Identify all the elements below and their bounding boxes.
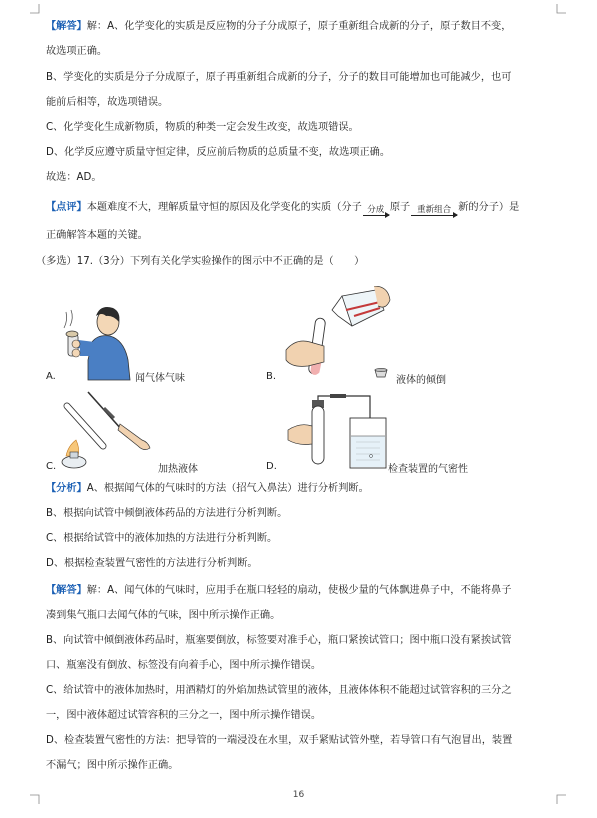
crop-mark-bottom-right [556, 794, 566, 804]
arrow-recombine: 重新组合 [411, 206, 457, 216]
analysis-line-1: 【分析】A、根据闻气体的气味时的方法（招气入鼻法）进行分析判断。 [46, 483, 369, 494]
answer1-line-1: 【解答】解：A、化学变化的实质是反应物的分子分成原子，原子重新组合成新的分子，原子数目不变， [46, 21, 512, 32]
arrow-split: 分成 [363, 206, 389, 216]
option-d-caption: 检查装置的气密性 [388, 464, 468, 475]
answer1-line-2: 故选项正确。 [46, 46, 108, 57]
option-d-letter: D. [266, 461, 277, 472]
option-b-letter: B. [266, 371, 277, 382]
option-b-caption: 液体的倾倒 [396, 375, 446, 386]
analysis-line-4: D、根据检查装置气密性的方法进行分析判断。 [46, 558, 258, 569]
heating-liquid-figure [58, 390, 158, 472]
option-c-caption: 加热液体 [158, 464, 198, 475]
crop-mark-top-right [556, 4, 566, 14]
comment-line-1: 【点评】本题难度不大，理解质量守恒的原因及化学变化的实质（分子 分成 原子 重新组合 新的分子）是 [46, 202, 520, 215]
answer2-line-3: B、向试管中倾倒液体药品时，瓶塞要倒放，标签要对准手心，瓶口紧挨试管口；图中瓶口没有紧挨试管 [46, 635, 512, 646]
comment-line-2: 正确解答本题的关键。 [46, 230, 148, 241]
question-17: （多选）17.（3分）下列有关化学实验操作的图示中不正确的是（ ） [36, 256, 365, 267]
airtightness-check-figure [286, 394, 388, 472]
answer2-line-5: C、给试管中的液体加热时，用酒精灯的外焰加热试管里的液体，且液体体积不能超过试管容积的三分之 [46, 685, 512, 696]
crop-mark-bottom-left [30, 794, 40, 804]
answer1-line-6: D、化学反应遵守质量守恒定律，反应前后物质的总质量不变，故选项正确。 [46, 147, 391, 158]
answer1-line-7: 故选：AD。 [46, 172, 102, 183]
answer2-line-4: 口、瓶塞没有倒放、标签没有向着手心，图中所示操作错误。 [46, 660, 322, 671]
comment-tag: 【点评】 [46, 202, 87, 213]
answer-tag: 【解答】 [46, 21, 87, 32]
stopper-icon [374, 367, 388, 379]
answer2-line-7: D、检查装置气密性的方法：把导管的一端浸没在水里，双手紧贴试管外壁，若导管口有气泡冒出，装置 [46, 735, 513, 746]
analysis-line-2: B、根据向试管中倾倒液体药品的方法进行分析判断。 [46, 508, 288, 519]
answer1-line-4: 能前后相等，故选项错误。 [46, 97, 169, 108]
answer2-line-6: 一，图中液体超过试管容积的三分之一，图中所示操作错误。 [46, 710, 322, 721]
option-c-letter: C. [46, 461, 57, 472]
page-number: 16 [292, 790, 305, 800]
crop-mark-top-left [30, 4, 40, 14]
answer-tag-2: 【解答】 [46, 585, 87, 596]
answer1-line-3: B、学变化的实质是分子分成原子，原子再重新组合成新的分子，分子的数目可能增加也可能减少，也可 [46, 72, 512, 83]
boy-smelling-figure [58, 300, 138, 382]
answer2-line-2: 凑到集气瓶口去闻气体的气味，图中所示操作正确。 [46, 610, 281, 621]
option-a-caption: 闻气体气味 [135, 373, 185, 384]
answer2-line-1: 【解答】解：A、闻气体的气味时，应用手在瓶口轻轻的扇动，使极少量的气体飘进鼻子中，不能将鼻子 [46, 585, 512, 596]
analysis-tag: 【分析】 [46, 483, 87, 494]
option-a-letter: A. [46, 371, 56, 382]
analysis-line-3: C、根据给试管中的液体加热的方法进行分析判断。 [46, 533, 278, 544]
answer1-line-5: C、化学变化生成新物质，物质的种类一定会发生改变，故选项错误。 [46, 122, 359, 133]
answer2-line-8: 不漏气；图中所示操作正确。 [46, 760, 179, 771]
